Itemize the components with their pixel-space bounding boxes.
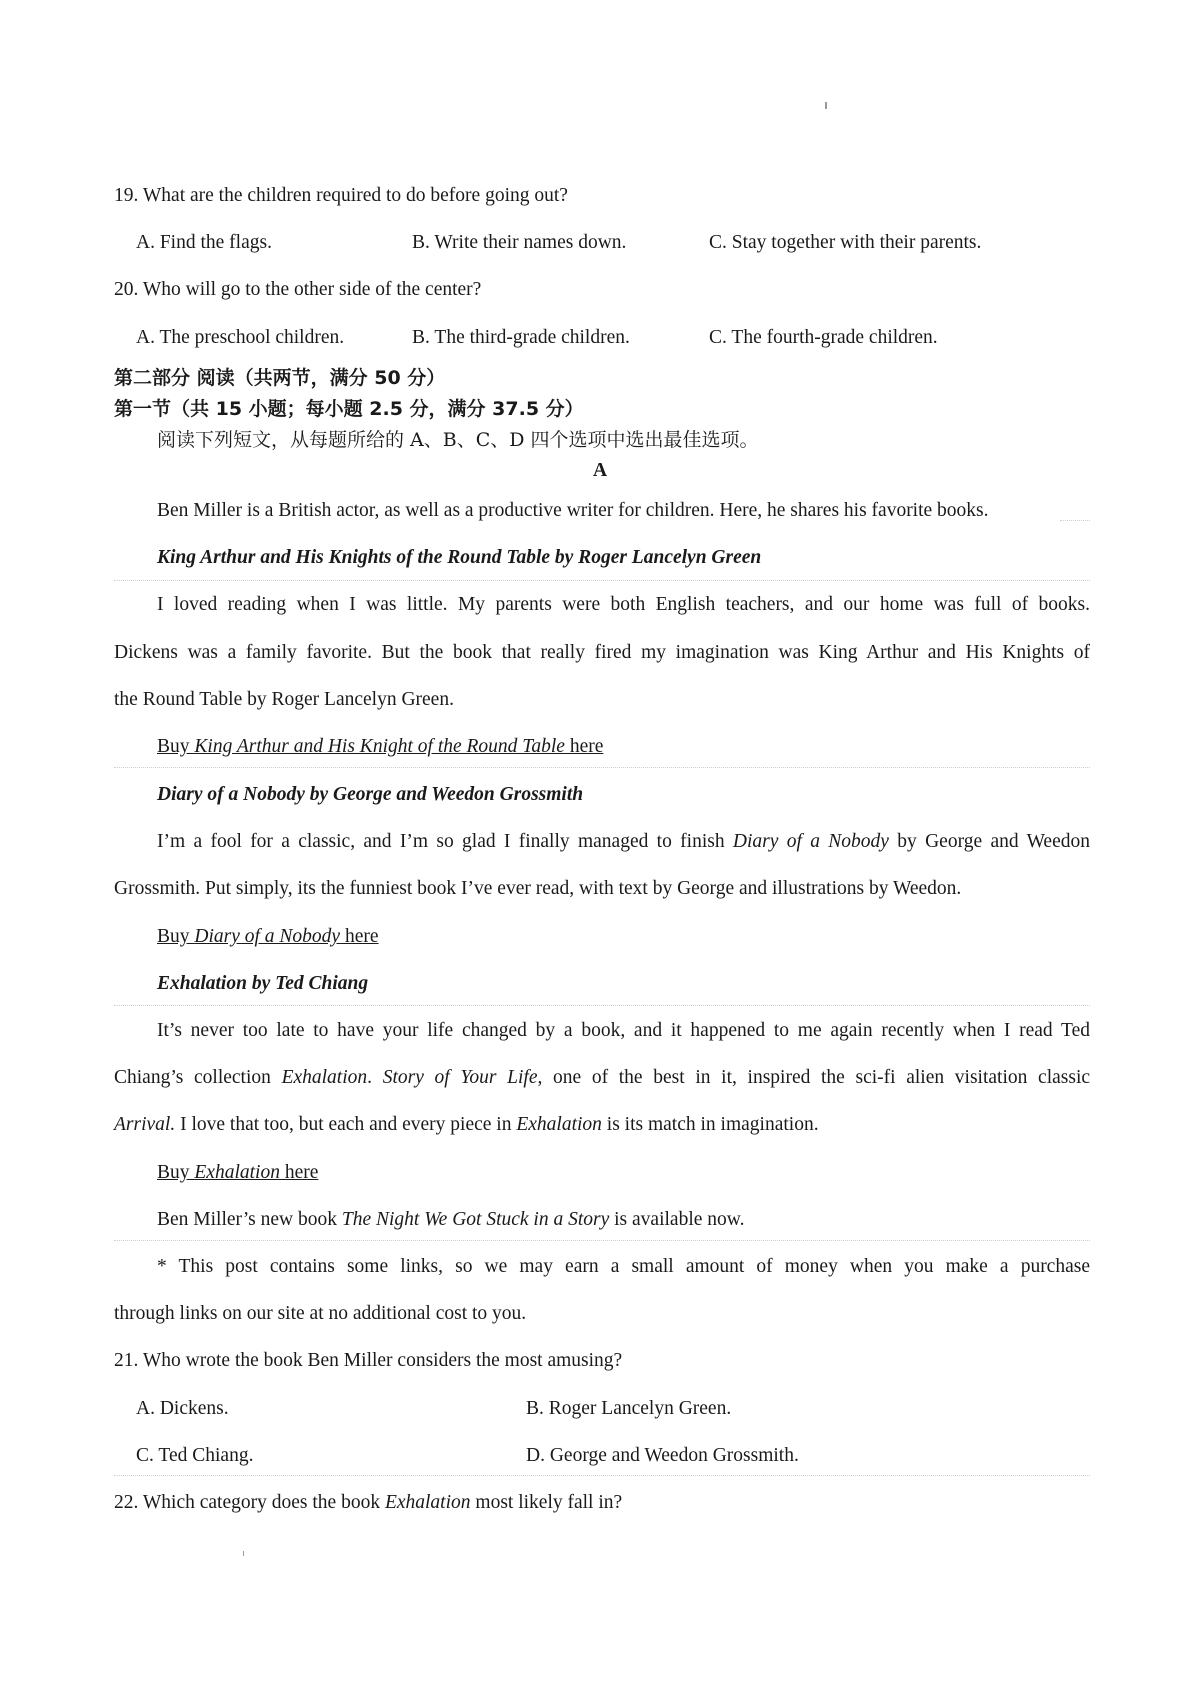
book3-text: I love that too, but each and every piece in (175, 1114, 517, 1135)
buy-link-title: Diary of a Nobody (194, 926, 341, 947)
book2-text: I’m a fool for a classic, and I’m so glad I finally managed to finish (157, 831, 733, 852)
dotted-rule (114, 1005, 1090, 1006)
affiliate-note-line2: through links on our site at no additional cost to you. (114, 1303, 527, 1324)
question-22-stem (114, 1491, 622, 1515)
buy-link-title: Exhalation (194, 1162, 280, 1183)
new-book-text: Ben Miller’s new book (157, 1209, 342, 1230)
book2-italic-title: Diary of a Nobody (732, 831, 889, 852)
book3-text: is its match in imagination. (601, 1114, 819, 1135)
scan-mark (825, 102, 827, 109)
dotted-rule (114, 1240, 1090, 1241)
question-20-stem: 20. Who will go to the other side of the center? (114, 279, 482, 300)
book3-text: . (367, 1067, 383, 1088)
book1-paragraph-line3: the Round Table by Roger Lancelyn Green. (114, 689, 454, 710)
book3-text: Chiang’s collection (114, 1067, 282, 1088)
book3-italic-story: Story of Your Life (382, 1067, 538, 1088)
scan-mark (243, 1551, 244, 1556)
buy-link-title: King Arthur and His Knight of the Round Table (194, 736, 565, 757)
book2-paragraph-line2: Grossmith. Put simply, its the funniest book I’ve ever read, with text by George and illustrations by Weedon. (114, 878, 962, 899)
question-19-stem: 19. What are the children required to do before going out? (114, 185, 568, 206)
book3-title: Exhalation by Ted Chiang (157, 973, 369, 994)
buy-link-suffix: here (279, 1162, 319, 1183)
question-19-option-a: A. Find the flags. (136, 232, 272, 253)
book3-paragraph-line2 (114, 1066, 1090, 1090)
dotted-rule (1060, 520, 1090, 521)
new-book-text: is available now. (609, 1209, 745, 1230)
buy-link-prefix: Buy (157, 1162, 195, 1183)
buy-book1-link[interactable] (157, 735, 603, 759)
book3-paragraph-line1: It’s never too late to have your life changed by a book, and it happened to me again recently when I read Ted (157, 1020, 1090, 1041)
new-book-title: The Night We Got Stuck in a Story (341, 1209, 610, 1230)
buy-book2-link[interactable] (157, 925, 379, 949)
question-20-option-a: A. The preschool children. (136, 327, 345, 348)
question-20-option-b: B. The third-grade children. (412, 327, 630, 348)
buy-link-suffix: here (564, 736, 604, 757)
buy-book3-link[interactable] (157, 1161, 318, 1185)
part2-heading: 第二部分 阅读（共两节，满分 50 分） (114, 367, 446, 389)
book3-italic-title: Exhalation (281, 1067, 368, 1088)
reading-instruction: 阅读下列短文，从每题所给的 A、B、C、D 四个选项中选出最佳选项。 (157, 429, 759, 451)
question-22-text: most likely fall in? (470, 1492, 623, 1513)
book3-text: , one of the best in it, inspired the sci-fi alien visitation classic (537, 1067, 1091, 1088)
new-book-line (157, 1208, 744, 1232)
dotted-rule (114, 767, 1090, 768)
book1-paragraph-line1: I loved reading when I was little. My parents were both English teachers, and our home was full of books. (157, 594, 1090, 615)
question-20-option-c: C. The fourth-grade children. (709, 327, 938, 348)
dotted-rule (114, 580, 1090, 581)
book2-paragraph-line1 (157, 830, 1090, 854)
question-21-stem: 21. Who wrote the book Ben Miller considers the most amusing? (114, 1350, 623, 1371)
book3-italic-title: Exhalation (516, 1114, 602, 1135)
buy-link-prefix: Buy (157, 926, 195, 947)
book2-text: by George and Weedon (888, 831, 1090, 852)
affiliate-note-line1: * This post contains some links, so we may earn a small amount of money when you make a purchase (157, 1256, 1090, 1277)
question-21-option-a: A. Dickens. (136, 1398, 229, 1419)
question-22-italic-title: Exhalation (384, 1492, 471, 1513)
book3-italic-arrival: Arrival. (114, 1114, 176, 1135)
question-19-option-c: C. Stay together with their parents. (709, 232, 982, 253)
passage-label: A (592, 460, 608, 481)
book3-paragraph-line3 (114, 1113, 819, 1137)
buy-link-prefix: Buy (157, 736, 195, 757)
question-21-option-d: D. George and Weedon Grossmith. (526, 1445, 799, 1466)
buy-link-suffix: here (340, 926, 379, 947)
passage-intro: Ben Miller is a British actor, as well as a productive writer for children. Here, he shares his favorite books. (157, 500, 989, 521)
book1-title: King Arthur and His Knights of the Round Table by Roger Lancelyn Green (157, 547, 762, 568)
book1-paragraph-line2: Dickens was a family favorite. But the book that really fired my imagination was King Arthur and His Knights of (114, 642, 1090, 663)
question-21-option-c: C. Ted Chiang. (136, 1445, 254, 1466)
question-21-option-b: B. Roger Lancelyn Green. (526, 1398, 732, 1419)
dotted-rule (114, 1475, 1090, 1476)
question-22-text: 22. Which category does the book (114, 1492, 385, 1513)
book2-title: Diary of a Nobody by George and Weedon Grossmith (157, 784, 584, 805)
question-19-option-b: B. Write their names down. (412, 232, 627, 253)
section1-heading: 第一节（共 15 小题；每小题 2.5 分，满分 37.5 分） (114, 398, 584, 420)
